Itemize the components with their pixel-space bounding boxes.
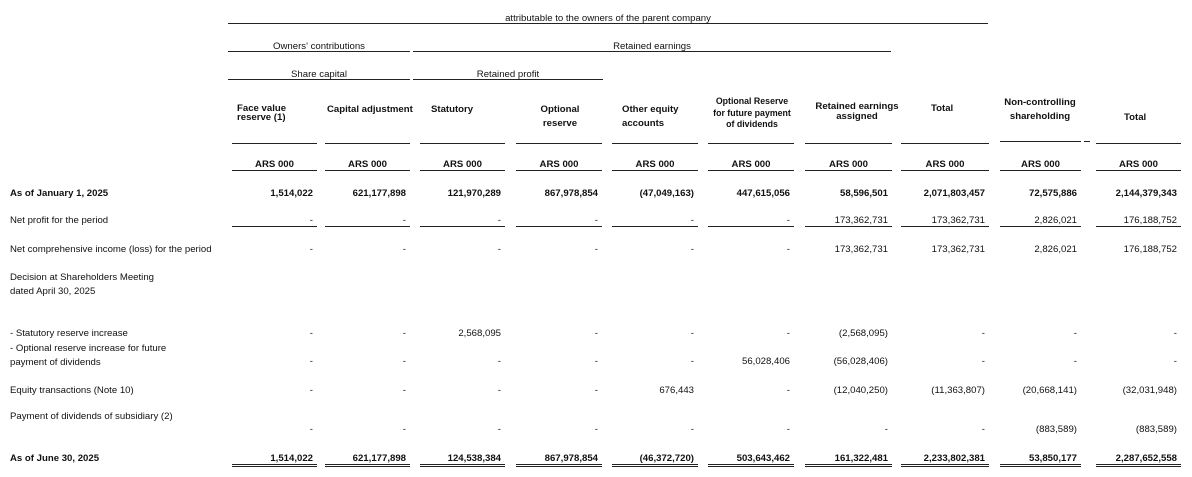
column-header-retained-earnings-assigned: Retained earnings assigned bbox=[815, 101, 899, 122]
value-cell: - bbox=[1173, 356, 1177, 367]
value-cell: 621,177,898 bbox=[352, 188, 406, 199]
value-cell: - bbox=[309, 244, 313, 255]
unit-label: ARS 000 bbox=[420, 159, 505, 171]
value-cell: - bbox=[786, 385, 790, 396]
unit-label: ARS 000 bbox=[325, 159, 410, 171]
value-cell: - bbox=[690, 244, 694, 255]
value-cell: - bbox=[516, 215, 602, 227]
column-header-grand-total: Total bbox=[1124, 112, 1147, 123]
column-header-non-controlling-shareholding: Non-controlling shareholding bbox=[1004, 97, 1076, 122]
value-cell: - bbox=[402, 424, 406, 435]
column-header-statutory: Statutory bbox=[431, 104, 474, 115]
value-cell: 173,362,731 bbox=[901, 215, 989, 227]
value-cell: - bbox=[309, 356, 313, 367]
row-label-opening-balance: As of January 1, 2025 bbox=[10, 188, 109, 199]
unit-label: ARS 000 bbox=[708, 159, 794, 171]
value-cell: - bbox=[325, 215, 410, 227]
value-cell: - bbox=[1073, 356, 1077, 367]
retained-profit-header: Retained profit bbox=[476, 69, 540, 80]
value-cell: - bbox=[402, 244, 406, 255]
value-cell: 58,596,501 bbox=[839, 188, 888, 199]
value-cell: 2,568,095 bbox=[458, 328, 501, 339]
value-cell: (32,031,948) bbox=[1122, 385, 1177, 396]
value-cell: - bbox=[690, 328, 694, 339]
value-cell: - bbox=[309, 424, 313, 435]
row-label-net-profit: Net profit for the period bbox=[10, 215, 109, 226]
row-label-optional-reserve-increase: - Optional reserve increase for future payment of dividends bbox=[10, 343, 167, 368]
value-cell: - bbox=[402, 356, 406, 367]
retained-earnings-line bbox=[413, 51, 891, 52]
value-cell: (883,589) bbox=[1135, 424, 1177, 435]
row-label-net-comprehensive-income: Net comprehensive income (loss) for the period bbox=[10, 244, 212, 255]
value-cell: - bbox=[402, 328, 406, 339]
value-cell: - bbox=[786, 244, 790, 255]
value-cell: (56,028,406) bbox=[833, 356, 888, 367]
value-cell: - bbox=[594, 385, 598, 396]
value-cell: 2,826,021 bbox=[1000, 215, 1081, 227]
value-cell: - bbox=[594, 328, 598, 339]
col-underline bbox=[612, 143, 698, 144]
value-cell: (46,372,720) bbox=[612, 453, 698, 467]
col-underline-tick bbox=[1084, 141, 1090, 142]
column-header-face-value-reserve: Face value reserve (1) bbox=[237, 103, 287, 123]
col-underline bbox=[1096, 143, 1181, 144]
owners-contributions-line bbox=[228, 51, 410, 52]
attributable-header: attributable to the owners of the parent company bbox=[505, 13, 711, 24]
value-cell: - bbox=[884, 424, 888, 435]
value-cell: - bbox=[1073, 328, 1077, 339]
row-label-closing-balance: As of June 30, 2025 bbox=[10, 453, 100, 464]
value-cell: 72,575,886 bbox=[1028, 188, 1077, 199]
value-cell: 867,978,854 bbox=[544, 188, 598, 199]
value-cell: - bbox=[981, 356, 985, 367]
value-cell: 56,028,406 bbox=[741, 356, 790, 367]
row-label-equity-transactions: Equity transactions (Note 10) bbox=[10, 385, 134, 396]
value-cell: - bbox=[309, 328, 313, 339]
retained-earnings-header: Retained earnings bbox=[613, 41, 691, 52]
unit-label: ARS 000 bbox=[1096, 159, 1181, 171]
value-cell: 2,826,021 bbox=[1034, 244, 1077, 255]
value-cell: 161,322,481 bbox=[805, 453, 892, 467]
unit-label: ARS 000 bbox=[805, 159, 892, 171]
value-cell: 173,362,731 bbox=[834, 244, 888, 255]
value-cell: 2,287,652,558 bbox=[1096, 453, 1181, 467]
value-cell: 173,362,731 bbox=[931, 244, 985, 255]
value-cell: (2,568,095) bbox=[838, 328, 888, 339]
unit-label: ARS 000 bbox=[612, 159, 698, 171]
value-cell: - bbox=[612, 215, 698, 227]
value-cell: - bbox=[309, 385, 313, 396]
column-header-other-equity-accounts: Other equity accounts bbox=[622, 104, 679, 129]
value-cell: 1,514,022 bbox=[270, 188, 313, 199]
value-cell: 867,978,854 bbox=[516, 453, 602, 467]
value-cell: 503,643,462 bbox=[708, 453, 794, 467]
value-cell: - bbox=[1173, 328, 1177, 339]
col-underline bbox=[232, 143, 317, 144]
col-underline bbox=[901, 143, 989, 144]
value-cell: - bbox=[690, 356, 694, 367]
col-underline bbox=[420, 143, 505, 144]
unit-label: ARS 000 bbox=[901, 159, 989, 171]
value-cell: - bbox=[708, 215, 794, 227]
value-cell: (20,668,141) bbox=[1022, 385, 1077, 396]
value-cell: - bbox=[594, 244, 598, 255]
value-cell: (47,049,163) bbox=[639, 188, 694, 199]
share-capital-header: Share capital bbox=[291, 69, 347, 80]
value-cell: - bbox=[420, 215, 505, 227]
col-underline bbox=[1000, 141, 1081, 142]
value-cell: - bbox=[786, 424, 790, 435]
value-cell: - bbox=[497, 424, 501, 435]
value-cell: - bbox=[402, 385, 406, 396]
column-header-optional-reserve: Optional reserve bbox=[540, 104, 580, 129]
unit-label: ARS 000 bbox=[516, 159, 602, 171]
owners-contributions-header: Owners' contributions bbox=[273, 41, 365, 52]
value-cell: 2,144,379,343 bbox=[1115, 188, 1177, 199]
value-cell: - bbox=[981, 328, 985, 339]
unit-label: ARS 000 bbox=[1000, 159, 1081, 171]
retained-profit-line bbox=[413, 79, 603, 80]
value-cell: - bbox=[497, 244, 501, 255]
col-underline bbox=[708, 143, 794, 144]
column-header-capital-adjustment: Capital adjustment bbox=[327, 104, 413, 115]
col-underline bbox=[805, 143, 892, 144]
column-header-total: Total bbox=[931, 103, 954, 114]
value-cell: 1,514,022 bbox=[232, 453, 317, 467]
row-label-statutory-reserve-increase: - Statutory reserve increase bbox=[10, 328, 128, 339]
value-cell: 173,362,731 bbox=[805, 215, 892, 227]
value-cell: - bbox=[690, 424, 694, 435]
value-cell: 121,970,289 bbox=[447, 188, 501, 199]
value-cell: (883,589) bbox=[1035, 424, 1077, 435]
value-cell: 2,071,803,457 bbox=[923, 188, 985, 199]
value-cell: (12,040,250) bbox=[833, 385, 888, 396]
value-cell: - bbox=[594, 424, 598, 435]
row-label-dividends-subsidiary: Payment of dividends of subsidiary (2) bbox=[10, 411, 173, 422]
column-header-optional-reserve-future-dividends: Optional Reserve for future payment of dividends bbox=[713, 96, 791, 129]
value-cell: - bbox=[981, 424, 985, 435]
row-label-shareholders-meeting: Decision at Shareholders Meeting dated April 30, 2025 bbox=[10, 272, 154, 297]
value-cell: 676,443 bbox=[659, 385, 694, 396]
value-cell: 176,188,752 bbox=[1096, 215, 1181, 227]
value-cell: - bbox=[786, 328, 790, 339]
value-cell: 447,615,056 bbox=[736, 188, 790, 199]
value-cell: - bbox=[497, 385, 501, 396]
value-cell: - bbox=[232, 215, 317, 227]
value-cell: 124,538,384 bbox=[420, 453, 505, 467]
unit-label: ARS 000 bbox=[232, 159, 317, 171]
value-cell: 53,850,177 bbox=[1000, 453, 1081, 467]
value-cell: (11,363,807) bbox=[931, 385, 985, 396]
share-capital-line bbox=[228, 79, 410, 80]
value-cell: 621,177,898 bbox=[325, 453, 410, 467]
value-cell: 2,233,802,381 bbox=[901, 453, 989, 467]
col-underline bbox=[516, 143, 602, 144]
value-cell: 176,188,752 bbox=[1123, 244, 1177, 255]
value-cell: - bbox=[594, 356, 598, 367]
value-cell: - bbox=[497, 356, 501, 367]
col-underline bbox=[325, 143, 410, 144]
